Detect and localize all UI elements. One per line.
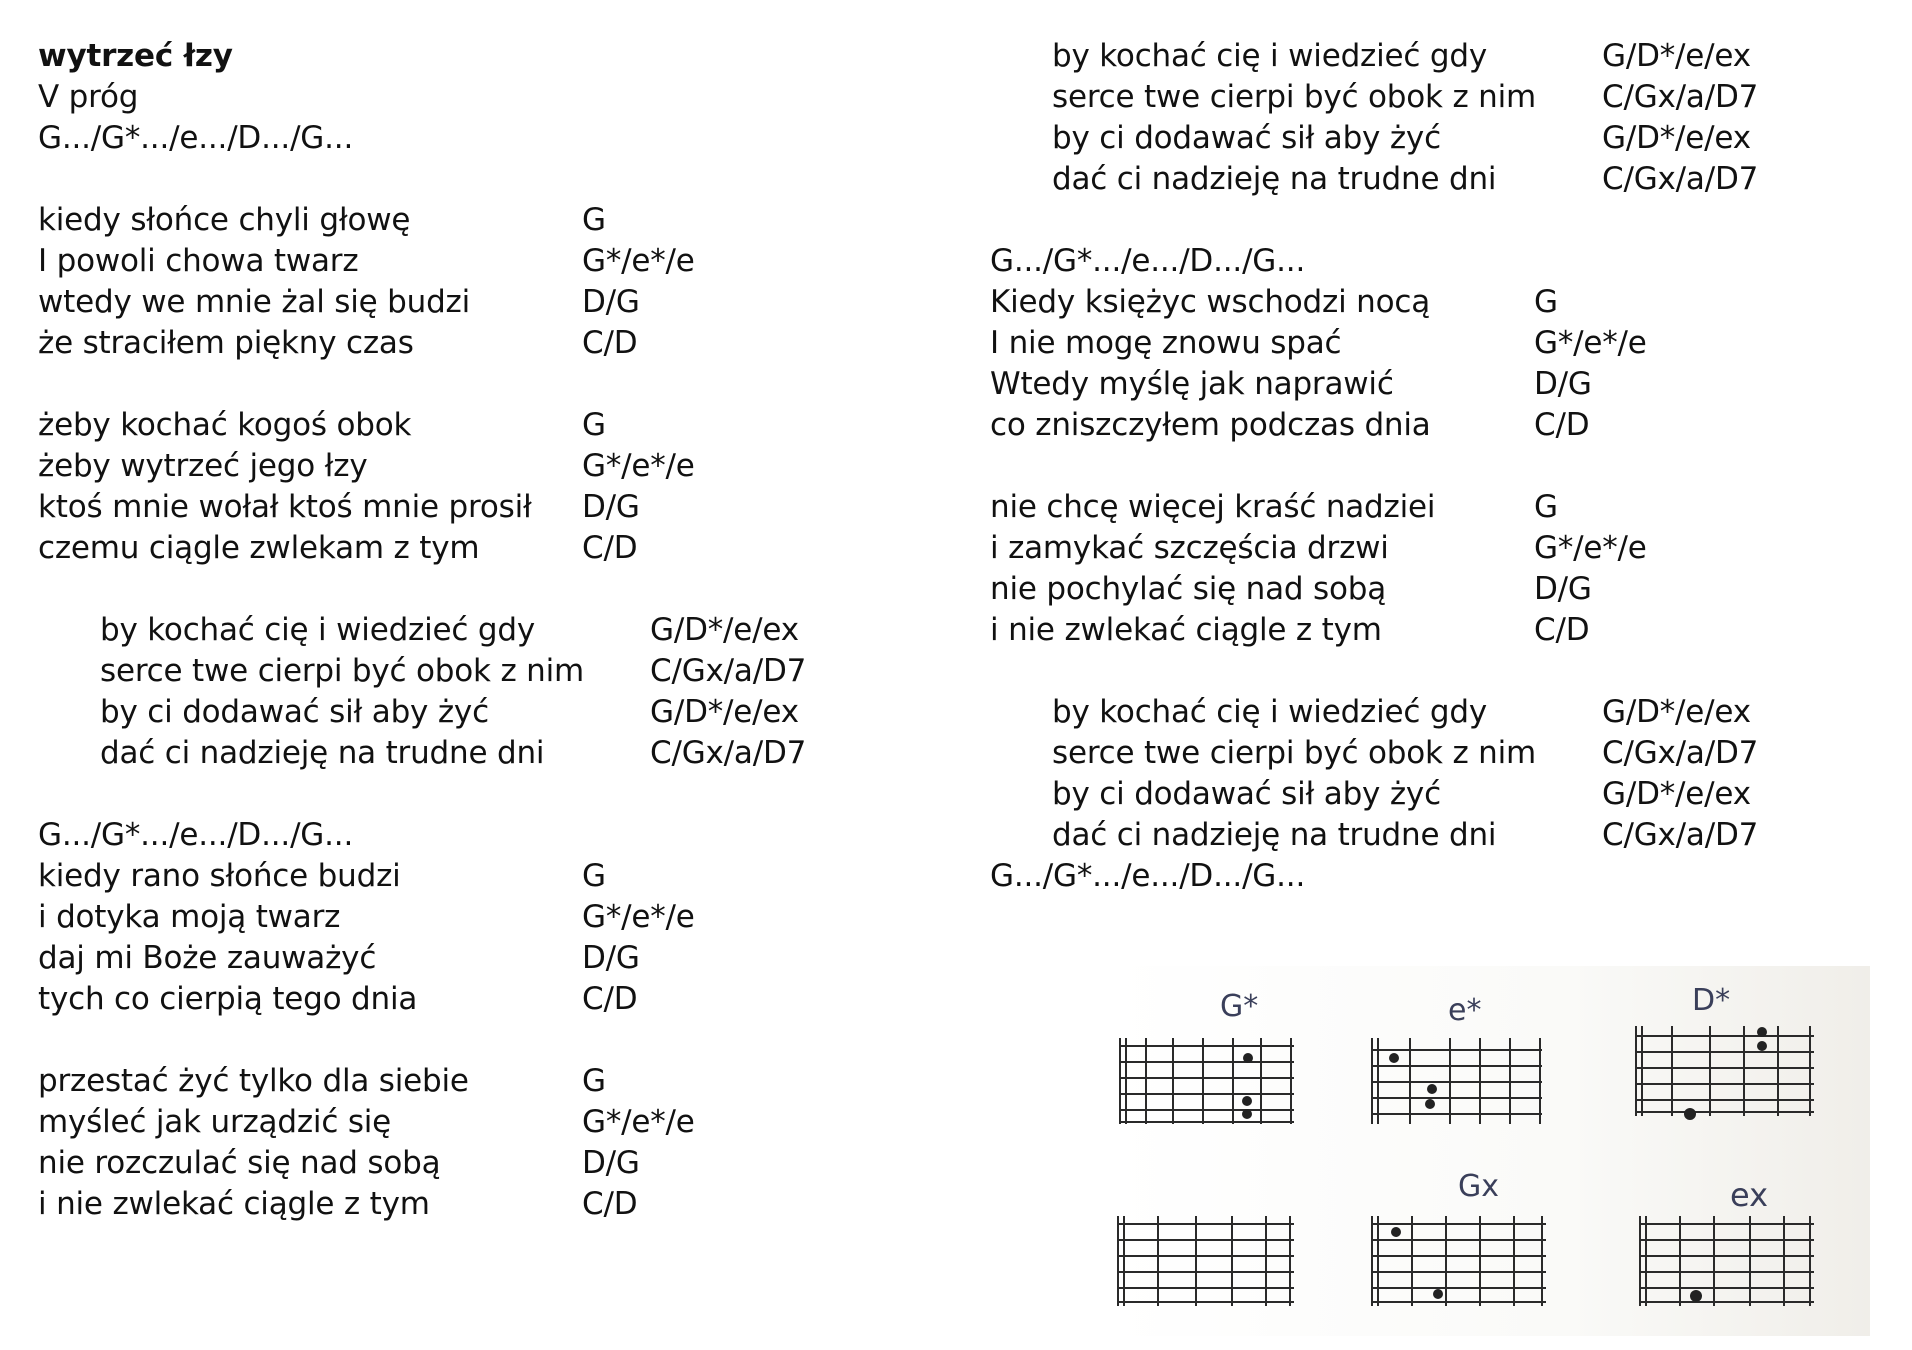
finger-dot: [1684, 1108, 1696, 1120]
finger-dot: [1391, 1227, 1401, 1237]
chord-name: Gx: [1458, 1169, 1500, 1204]
chord-label: C/Gx/a/D7: [650, 653, 807, 689]
chord-label: C/D: [582, 981, 638, 1017]
outro-progression: G.../G*.../e.../D.../G...: [990, 858, 1306, 894]
lyric-line: nie chcę więcej kraść nadziei: [990, 489, 1436, 525]
chord-label: G: [582, 858, 606, 894]
lyric-line: nie rozczulać się nad sobą: [38, 1145, 441, 1181]
chord-diagrams-svg: [1110, 966, 1870, 1336]
finger-dot: [1243, 1053, 1253, 1063]
lyric-line: i nie zwlekać ciągle z tym: [38, 1186, 430, 1222]
chord-label: C/D: [582, 325, 638, 361]
chord-label: D/G: [582, 284, 640, 320]
chord-label: C/Gx/a/D7: [1602, 79, 1759, 115]
lyric-line: Wtedy myślę jak naprawić: [990, 366, 1394, 402]
finger-dot: [1242, 1096, 1252, 1106]
lyric-line: kiedy słońce chyli głowę: [38, 202, 411, 238]
chord-diagrams-image: [1110, 966, 1870, 1336]
chord-label: G: [1534, 489, 1558, 525]
finger-dot: [1433, 1289, 1443, 1299]
chorus-line: serce twe cierpi być obok z nim: [100, 653, 585, 689]
chorus-line: by kochać cię i wiedzieć gdy: [100, 612, 535, 648]
intro-progression: G.../G*.../e.../D.../G...: [38, 120, 354, 156]
lyric-line: żeby kochać kogoś obok: [38, 407, 412, 443]
lyric-line: żeby wytrzeć jego łzy: [38, 448, 368, 484]
finger-dot: [1242, 1109, 1252, 1119]
chord-diagram-e-star: [1372, 993, 1542, 1124]
chord-label: G*/e*/e: [582, 1104, 695, 1140]
lyric-line: i nie zwlekać ciągle z tym: [990, 612, 1382, 648]
chorus-line: dać ci nadzieję na trudne dni: [100, 735, 545, 771]
chord-label: C/D: [582, 1186, 638, 1222]
song-title: wytrzeć łzy: [38, 38, 233, 74]
chord-label: G: [1534, 284, 1558, 320]
chord-diagram-g-star: [1120, 989, 1294, 1124]
chorus-line: by ci dodawać sił aby żyć: [100, 694, 489, 730]
chorus-line: serce twe cierpi być obok z nim: [1052, 79, 1537, 115]
chorus-line: by ci dodawać sił aby żyć: [1052, 776, 1441, 812]
chord-label: G/D*/e/ex: [1602, 776, 1751, 812]
chord-name: ex: [1730, 1176, 1769, 1214]
lyric-line: że straciłem piękny czas: [38, 325, 414, 361]
lyric-line: Kiedy księżyc wschodzi nocą: [990, 284, 1431, 320]
chord-name: G*: [1220, 989, 1259, 1024]
lyric-line: wtedy we mnie żal się budzi: [38, 284, 471, 320]
chorus-line: by kochać cię i wiedzieć gdy: [1052, 694, 1487, 730]
chorus-line: dać ci nadzieję na trudne dni: [1052, 817, 1497, 853]
chord-label: C/Gx/a/D7: [650, 735, 807, 771]
chord-label: G/D*/e/ex: [650, 612, 799, 648]
interlude-progression: G.../G*.../e.../D.../G...: [38, 817, 354, 853]
chord-label: G: [582, 202, 606, 238]
chord-label: G*/e*/e: [582, 243, 695, 279]
chord-diagram-ex: [1640, 1176, 1814, 1306]
chord-label: D/G: [582, 1145, 640, 1181]
chord-label: C/Gx/a/D7: [1602, 161, 1759, 197]
lyric-line: i dotyka moją twarz: [38, 899, 341, 935]
chord-label: G*/e*/e: [1534, 530, 1647, 566]
lyric-line: ktoś mnie wołał ktoś mnie prosił: [38, 489, 532, 525]
lyric-line: czemu ciągle zwlekam z tym: [38, 530, 480, 566]
lyric-line: nie pochylać się nad sobą: [990, 571, 1387, 607]
chord-diagram-d-star: [1636, 983, 1814, 1120]
chord-label: G*/e*/e: [582, 899, 695, 935]
chord-label: G/D*/e/ex: [1602, 38, 1751, 74]
finger-dot: [1425, 1099, 1435, 1109]
chord-label: D/G: [1534, 571, 1592, 607]
chord-label: G*/e*/e: [582, 448, 695, 484]
chord-label: C/D: [582, 530, 638, 566]
chord-label: G: [582, 1063, 606, 1099]
chord-label: D/G: [1534, 366, 1592, 402]
lyric-line: i zamykać szczęścia drzwi: [990, 530, 1389, 566]
lyric-line: myśleć jak urządzić się: [38, 1104, 392, 1140]
chord-label: G/D*/e/ex: [650, 694, 799, 730]
chorus-line: dać ci nadzieję na trudne dni: [1052, 161, 1497, 197]
chord-diagram-unlabeled: [1118, 1216, 1294, 1306]
chord-name: e*: [1448, 993, 1482, 1028]
finger-dot: [1690, 1290, 1702, 1302]
finger-dot: [1757, 1041, 1767, 1051]
finger-dot: [1427, 1084, 1437, 1094]
lyric-line: kiedy rano słońce budzi: [38, 858, 401, 894]
chord-label: C/D: [1534, 407, 1590, 443]
lyric-line: tych co cierpią tego dnia: [38, 981, 418, 1017]
chord-label: D/G: [582, 940, 640, 976]
finger-dot: [1389, 1053, 1399, 1063]
lyric-line: I powoli chowa twarz: [38, 243, 359, 279]
chord-label: G/D*/e/ex: [1602, 120, 1751, 156]
chord-label: G*/e*/e: [1534, 325, 1647, 361]
lyric-line: daj mi Boże zauważyć: [38, 940, 377, 976]
chord-label: C/D: [1534, 612, 1590, 648]
chord-label: D/G: [582, 489, 640, 525]
chord-label: G/D*/e/ex: [1602, 694, 1751, 730]
lyric-line: przestać żyć tylko dla siebie: [38, 1063, 469, 1099]
chorus-line: serce twe cierpi być obok z nim: [1052, 735, 1537, 771]
chord-diagram-gx: [1372, 1169, 1546, 1306]
lyric-line: co zniszczyłem podczas dnia: [990, 407, 1431, 443]
capo-note: V próg: [38, 79, 139, 115]
chord-name: D*: [1692, 983, 1731, 1018]
chord-label: C/Gx/a/D7: [1602, 735, 1759, 771]
chord-label: C/Gx/a/D7: [1602, 817, 1759, 853]
chord-label: G: [582, 407, 606, 443]
chorus-line: by kochać cię i wiedzieć gdy: [1052, 38, 1487, 74]
lyric-line: I nie mogę znowu spać: [990, 325, 1342, 361]
interlude-progression: G.../G*.../e.../D.../G...: [990, 243, 1306, 279]
finger-dot: [1757, 1027, 1767, 1037]
chorus-line: by ci dodawać sił aby żyć: [1052, 120, 1441, 156]
